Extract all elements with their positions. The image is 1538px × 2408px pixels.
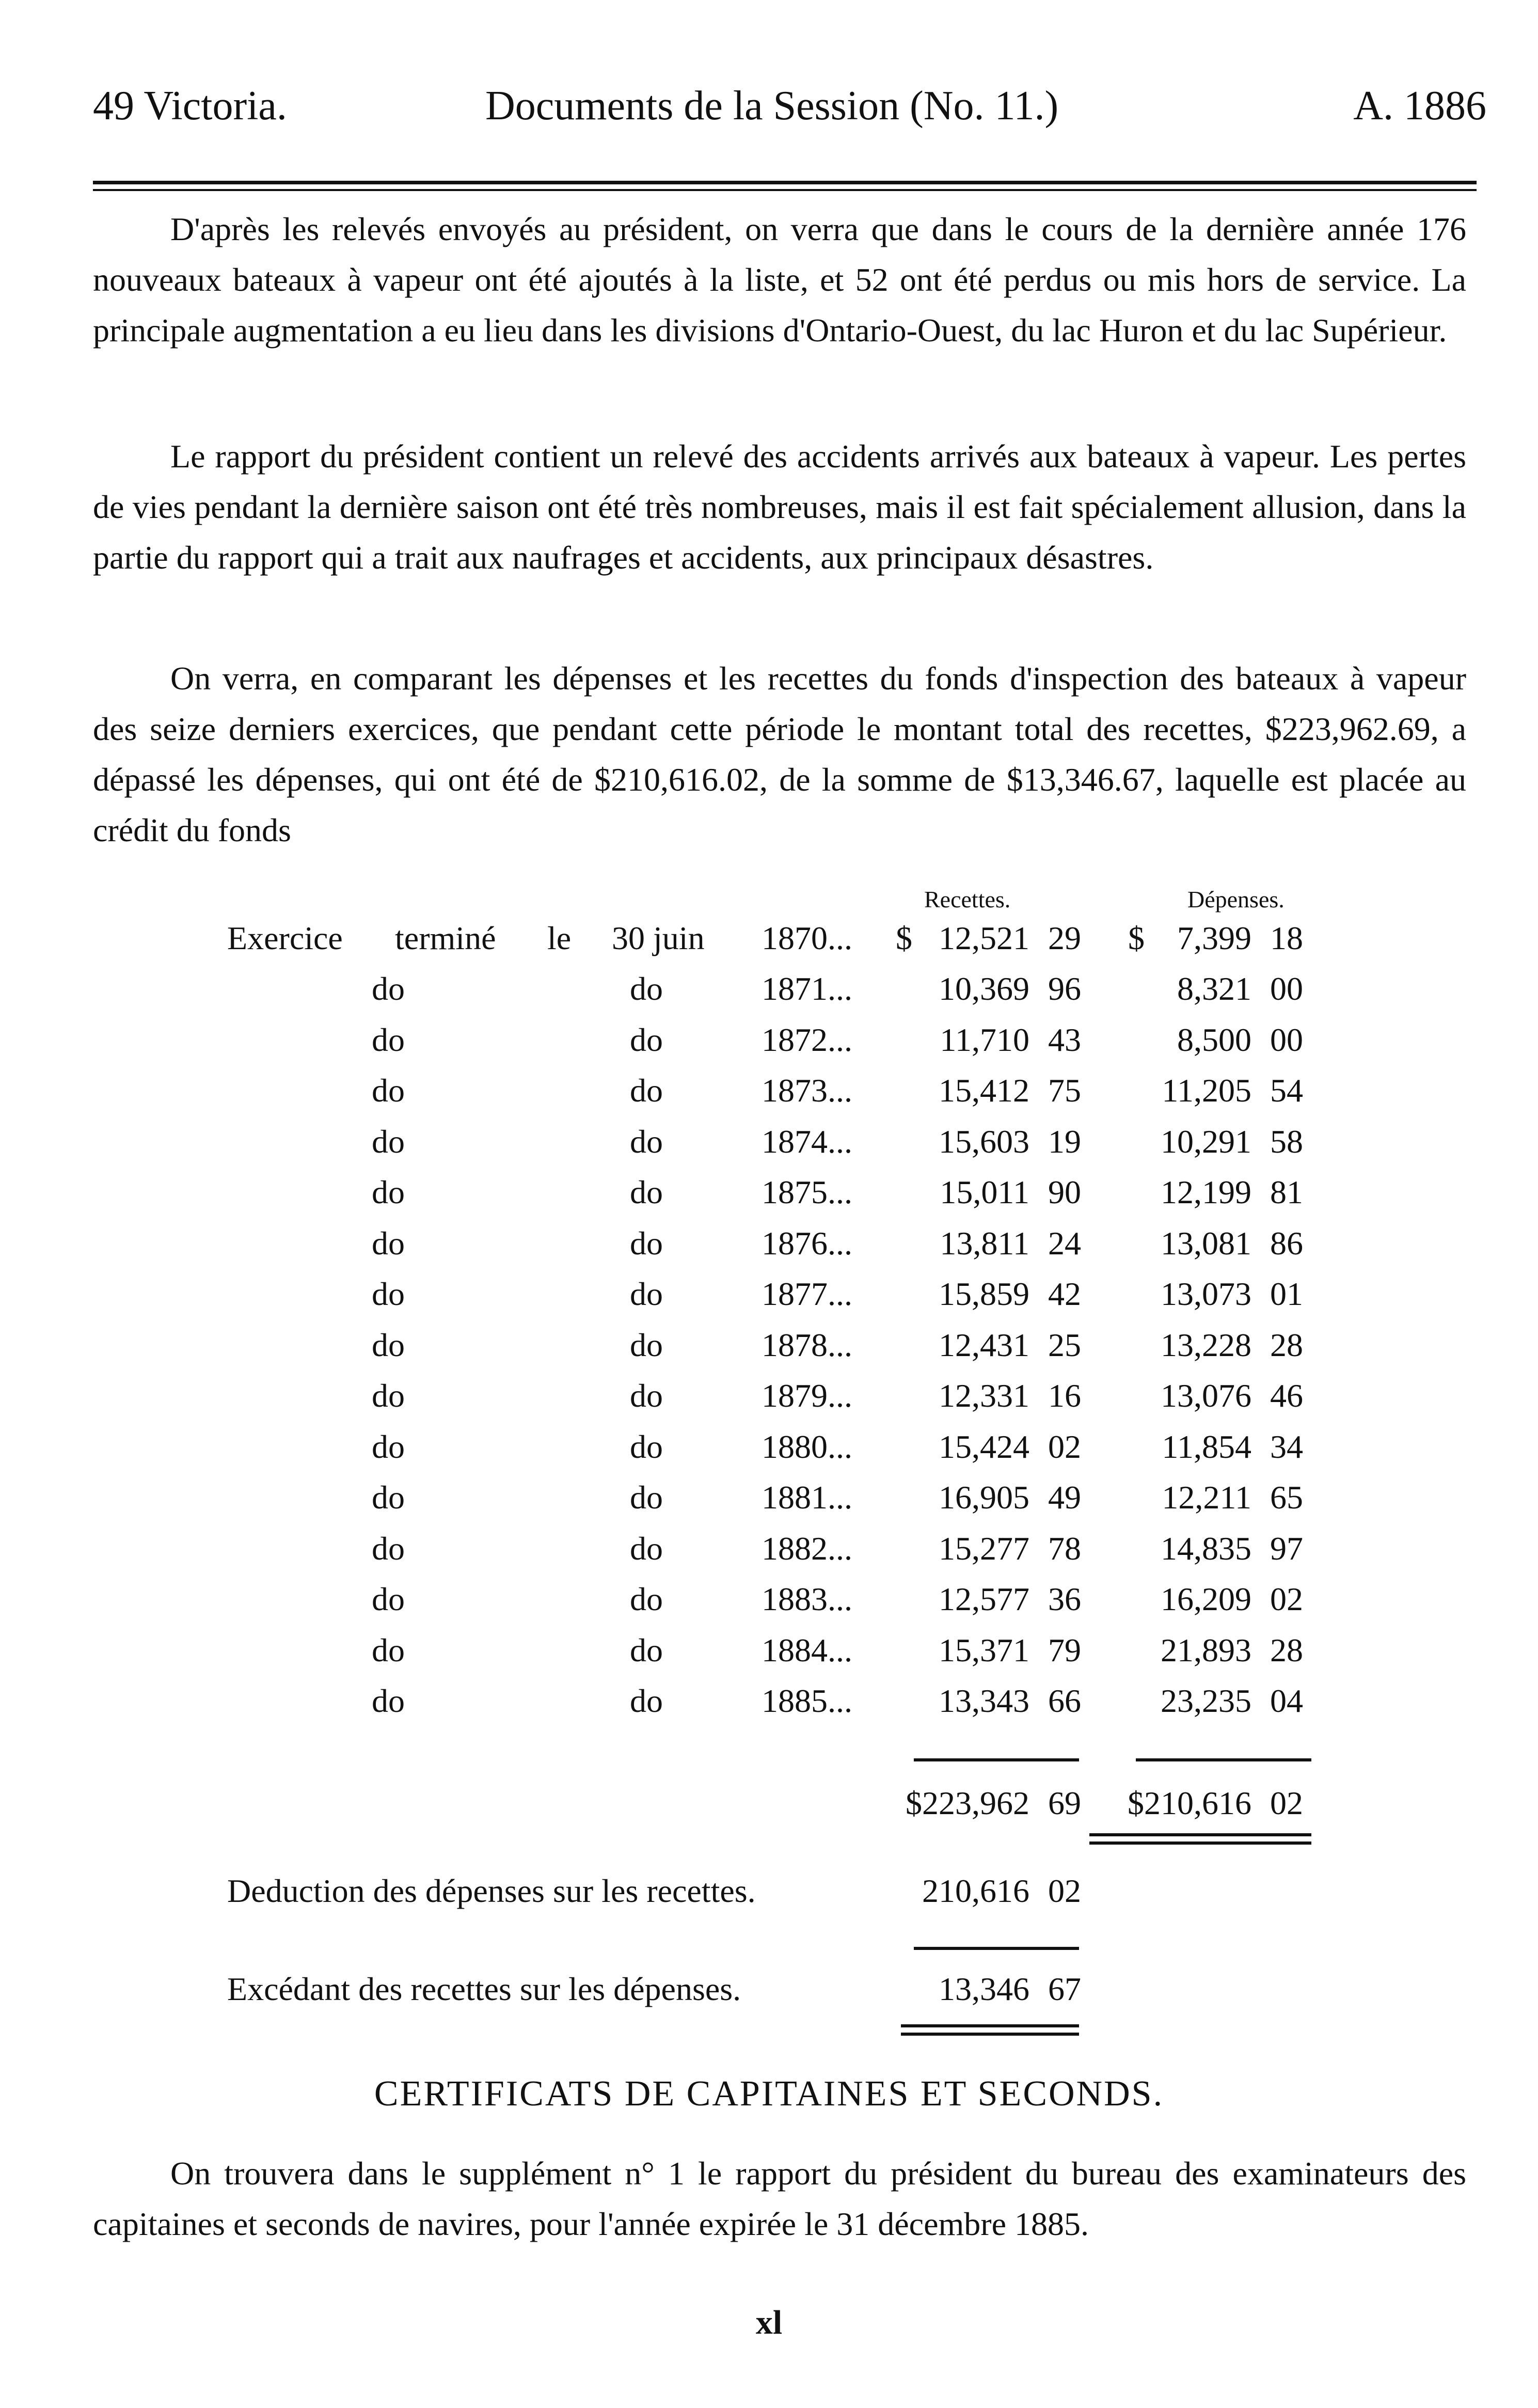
row-recettes-cents: 36 bbox=[1048, 1581, 1081, 1617]
row-ditto-exercice: do bbox=[372, 1530, 405, 1567]
row-ditto-date: do bbox=[630, 1632, 663, 1669]
page-header bbox=[0, 83, 1538, 139]
row-ditto-exercice: do bbox=[372, 1123, 405, 1160]
row-recettes-cents: 24 bbox=[1048, 1225, 1081, 1262]
row-year: 1873... bbox=[762, 1072, 852, 1109]
total-depenses-cents: 02 bbox=[1270, 1785, 1303, 1821]
row-ditto-exercice: do bbox=[372, 1072, 405, 1109]
row-recettes: 13,343 bbox=[939, 1682, 1029, 1719]
page-folio: xl bbox=[755, 2304, 783, 2341]
excedant-double-rule-1 bbox=[901, 2024, 1079, 2027]
paragraph-accidents: Le rapport du président contient un relevé des accidents arrivés aux bateaux à vapeur. Les pertes de vies pendant la dernière saison ont été très nombreuses, mais il est fait spécialement allusion, dans la partie du rapport qui a trait aux naufrages et accidents, aux principaux désastres. bbox=[93, 438, 1466, 576]
row-ditto-exercice: do bbox=[372, 1632, 405, 1669]
header-year: A. 1886 bbox=[1353, 83, 1486, 129]
table-row bbox=[0, 1072, 1538, 1122]
deduction-cents: 02 bbox=[1048, 1872, 1081, 1909]
row-dollar-sign: $ bbox=[896, 920, 912, 956]
row-ditto-exercice: do bbox=[372, 1581, 405, 1617]
table-row bbox=[0, 1530, 1538, 1580]
row-depenses: 11,205 bbox=[1162, 1072, 1251, 1109]
row-depenses: 8,500 bbox=[1177, 1021, 1251, 1058]
header-document-title: Documents de la Session (No. 11.) bbox=[485, 83, 1059, 129]
row-recettes-cents: 29 bbox=[1048, 920, 1081, 956]
row-depenses: 7,399 bbox=[1177, 920, 1251, 956]
table-row bbox=[0, 1478, 1538, 1529]
row-year: 1874... bbox=[762, 1123, 852, 1160]
row-recettes-cents: 49 bbox=[1048, 1479, 1081, 1516]
row-recettes: 15,603 bbox=[939, 1123, 1029, 1160]
row-recettes-cents: 16 bbox=[1048, 1377, 1081, 1414]
excedant-rule bbox=[914, 1947, 1079, 1950]
row-depenses-cents: 02 bbox=[1270, 1581, 1303, 1617]
row-depenses-cents: 00 bbox=[1270, 970, 1303, 1007]
row-recettes: 15,412 bbox=[939, 1072, 1029, 1109]
row-ditto-date: do bbox=[630, 1174, 663, 1210]
row-year: 1879... bbox=[762, 1377, 852, 1414]
row-termine: terminé bbox=[395, 920, 496, 956]
row-recettes: 15,011 bbox=[940, 1174, 1029, 1210]
table-row bbox=[0, 1682, 1538, 1733]
deduction-label: Deduction des dépenses sur les recettes. bbox=[227, 1872, 756, 1909]
row-depenses-cents: 28 bbox=[1270, 1327, 1303, 1363]
row-depenses: 13,228 bbox=[1161, 1327, 1251, 1363]
row-recettes-cents: 96 bbox=[1048, 970, 1081, 1007]
row-recettes-cents: 66 bbox=[1048, 1682, 1081, 1719]
row-depenses-cents: 54 bbox=[1270, 1072, 1303, 1109]
row-date: 30 juin bbox=[612, 920, 705, 956]
row-recettes-cents: 78 bbox=[1048, 1530, 1081, 1567]
row-dollar-sign: $ bbox=[1128, 920, 1145, 956]
header-session-volume: 49 Victoria. bbox=[93, 83, 287, 129]
column-header-depenses: Dépenses. bbox=[1187, 886, 1285, 912]
row-ditto-date: do bbox=[630, 1072, 663, 1109]
table-row bbox=[0, 1224, 1538, 1275]
row-depenses: 21,893 bbox=[1161, 1632, 1251, 1669]
row-recettes-cents: 25 bbox=[1048, 1327, 1081, 1363]
row-depenses: 16,209 bbox=[1161, 1581, 1251, 1617]
header-rule-bottom bbox=[93, 189, 1477, 191]
row-ditto-exercice: do bbox=[372, 1479, 405, 1516]
row-recettes: 15,277 bbox=[939, 1530, 1029, 1567]
row-ditto-exercice: do bbox=[372, 970, 405, 1007]
row-ditto-date: do bbox=[630, 1428, 663, 1465]
row-ditto-exercice: do bbox=[372, 1225, 405, 1262]
paragraph-inspection-fund: On verra, en comparant les dépenses et les recettes du fonds d'inspection des bateaux à vapeur des seize derniers exercices, que pendant cette période le montant total des recettes, $223,962.69, a dépassé les dépenses, qui ont été de $210,616.02, de la somme de $13,346.67, laquelle est placée au crédit du fonds bbox=[93, 660, 1466, 848]
table-row bbox=[0, 1173, 1538, 1224]
row-depenses: 8,321 bbox=[1177, 970, 1251, 1007]
row-ditto-date: do bbox=[630, 1479, 663, 1516]
paragraph-certificates: On trouvera dans le supplément n° 1 le rapport du président du bureau des examinateurs des capitaines et seconds de navires, pour l'année expirée le 31 décembre 1885. bbox=[93, 2155, 1466, 2242]
row-year: 1883... bbox=[762, 1581, 852, 1617]
row-year: 1871... bbox=[762, 970, 852, 1007]
row-recettes: 13,811 bbox=[940, 1225, 1029, 1262]
row-ditto-date: do bbox=[630, 1276, 663, 1312]
row-recettes: 12,577 bbox=[939, 1581, 1029, 1617]
row-label: Exercice bbox=[227, 920, 343, 956]
row-depenses-cents: 04 bbox=[1270, 1682, 1303, 1719]
row-ditto-date: do bbox=[630, 1123, 663, 1160]
row-year: 1880... bbox=[762, 1428, 852, 1465]
row-recettes: 15,424 bbox=[939, 1428, 1029, 1465]
table-row bbox=[0, 1428, 1538, 1478]
row-ditto-exercice: do bbox=[372, 1276, 405, 1312]
row-recettes-cents: 19 bbox=[1048, 1123, 1081, 1160]
row-le: le bbox=[547, 920, 572, 956]
table-row bbox=[0, 1123, 1538, 1173]
total-recettes: $223,962 bbox=[906, 1785, 1029, 1821]
paragraph-steamboats-list: D'après les relevés envoyés au président, on verra que dans le cours de la dernière année 176 nouveaux bateaux à vapeur ont été ajoutés à la liste, et 52 ont été perdus ou mis hors de service. La principale augmentation a eu lieu dans les divisions d'Ontario-Ouest, du lac Huron et du lac Supérieur. bbox=[93, 211, 1466, 349]
total-depenses: $210,616 bbox=[1128, 1785, 1251, 1821]
deduction-amount: 210,616 bbox=[922, 1872, 1029, 1909]
excedant-cents: 67 bbox=[1048, 1971, 1081, 2007]
row-recettes-cents: 02 bbox=[1048, 1428, 1081, 1465]
row-year: 1878... bbox=[762, 1327, 852, 1363]
row-depenses-cents: 97 bbox=[1270, 1530, 1303, 1567]
row-ditto-exercice: do bbox=[372, 1327, 405, 1363]
row-year: 1885... bbox=[762, 1682, 852, 1719]
column-header-recettes: Recettes. bbox=[924, 886, 1011, 912]
deduction-row bbox=[0, 1872, 1538, 1923]
row-depenses-cents: 81 bbox=[1270, 1174, 1303, 1210]
row-recettes: 10,369 bbox=[939, 970, 1029, 1007]
row-recettes: 11,710 bbox=[940, 1021, 1029, 1058]
excedant-amount: 13,346 bbox=[939, 1971, 1029, 2007]
table-row bbox=[0, 970, 1538, 1020]
row-depenses: 12,199 bbox=[1161, 1174, 1251, 1210]
table-row bbox=[0, 1275, 1538, 1326]
row-year: 1881... bbox=[762, 1479, 852, 1516]
excedant-label: Excédant des recettes sur les dépenses. bbox=[227, 1971, 741, 2007]
depenses-double-rule-1 bbox=[1089, 1833, 1311, 1836]
row-depenses: 14,835 bbox=[1161, 1530, 1251, 1567]
row-recettes-cents: 43 bbox=[1048, 1021, 1081, 1058]
row-recettes-cents: 75 bbox=[1048, 1072, 1081, 1109]
depenses-double-rule-2 bbox=[1089, 1842, 1311, 1845]
row-ditto-date: do bbox=[630, 1021, 663, 1058]
row-depenses: 11,854 bbox=[1162, 1428, 1251, 1465]
total-recettes-cents: 69 bbox=[1048, 1785, 1081, 1821]
header-rule-top bbox=[93, 181, 1477, 184]
row-recettes: 12,521 bbox=[939, 920, 1029, 956]
row-depenses-cents: 00 bbox=[1270, 1021, 1303, 1058]
row-recettes: 12,331 bbox=[939, 1377, 1029, 1414]
row-ditto-date: do bbox=[630, 970, 663, 1007]
row-depenses-cents: 01 bbox=[1270, 1276, 1303, 1312]
row-depenses-cents: 28 bbox=[1270, 1632, 1303, 1669]
row-recettes: 15,859 bbox=[939, 1276, 1029, 1312]
row-year: 1876... bbox=[762, 1225, 852, 1262]
row-depenses-cents: 46 bbox=[1270, 1377, 1303, 1414]
row-year: 1882... bbox=[762, 1530, 852, 1567]
row-ditto-date: do bbox=[630, 1682, 663, 1719]
table-row bbox=[0, 1021, 1538, 1072]
row-depenses: 13,076 bbox=[1161, 1377, 1251, 1414]
row-depenses-cents: 58 bbox=[1270, 1123, 1303, 1160]
row-depenses-cents: 86 bbox=[1270, 1225, 1303, 1262]
row-ditto-date: do bbox=[630, 1581, 663, 1617]
excedant-row bbox=[0, 1970, 1538, 2021]
row-depenses: 13,073 bbox=[1161, 1276, 1251, 1312]
row-ditto-date: do bbox=[630, 1530, 663, 1567]
row-year: 1875... bbox=[762, 1174, 852, 1210]
row-ditto-exercice: do bbox=[372, 1377, 405, 1414]
row-depenses: 12,211 bbox=[1162, 1479, 1251, 1516]
table-row bbox=[0, 1326, 1538, 1377]
row-ditto-exercice: do bbox=[372, 1021, 405, 1058]
row-depenses: 23,235 bbox=[1161, 1682, 1251, 1719]
row-recettes: 12,431 bbox=[939, 1327, 1029, 1363]
table-row bbox=[0, 919, 1538, 970]
table-row bbox=[0, 1631, 1538, 1682]
table-row bbox=[0, 1580, 1538, 1631]
row-depenses: 10,291 bbox=[1161, 1123, 1251, 1160]
row-ditto-date: do bbox=[630, 1327, 663, 1363]
depenses-sum-rule bbox=[1136, 1758, 1311, 1761]
totals-row bbox=[0, 1784, 1538, 1835]
row-depenses: 13,081 bbox=[1161, 1225, 1251, 1262]
row-ditto-exercice: do bbox=[372, 1428, 405, 1465]
row-recettes-cents: 90 bbox=[1048, 1174, 1081, 1210]
row-ditto-exercice: do bbox=[372, 1174, 405, 1210]
row-ditto-date: do bbox=[630, 1377, 663, 1414]
recettes-sum-rule bbox=[914, 1758, 1079, 1761]
row-recettes-cents: 42 bbox=[1048, 1276, 1081, 1312]
row-year: 1872... bbox=[762, 1021, 852, 1058]
section-title: CERTIFICATS DE CAPITAINES ET SECONDS. bbox=[374, 2074, 1164, 2114]
row-recettes-cents: 79 bbox=[1048, 1632, 1081, 1669]
excedant-double-rule-2 bbox=[901, 2033, 1079, 2036]
row-year: 1870... bbox=[762, 920, 852, 956]
row-depenses-cents: 65 bbox=[1270, 1479, 1303, 1516]
row-recettes: 16,905 bbox=[939, 1479, 1029, 1516]
row-ditto-date: do bbox=[630, 1225, 663, 1262]
row-depenses-cents: 18 bbox=[1270, 920, 1303, 956]
row-recettes: 15,371 bbox=[939, 1632, 1029, 1669]
row-year: 1877... bbox=[762, 1276, 852, 1312]
row-depenses-cents: 34 bbox=[1270, 1428, 1303, 1465]
table-row bbox=[0, 1377, 1538, 1427]
row-ditto-exercice: do bbox=[372, 1682, 405, 1719]
row-year: 1884... bbox=[762, 1632, 852, 1669]
